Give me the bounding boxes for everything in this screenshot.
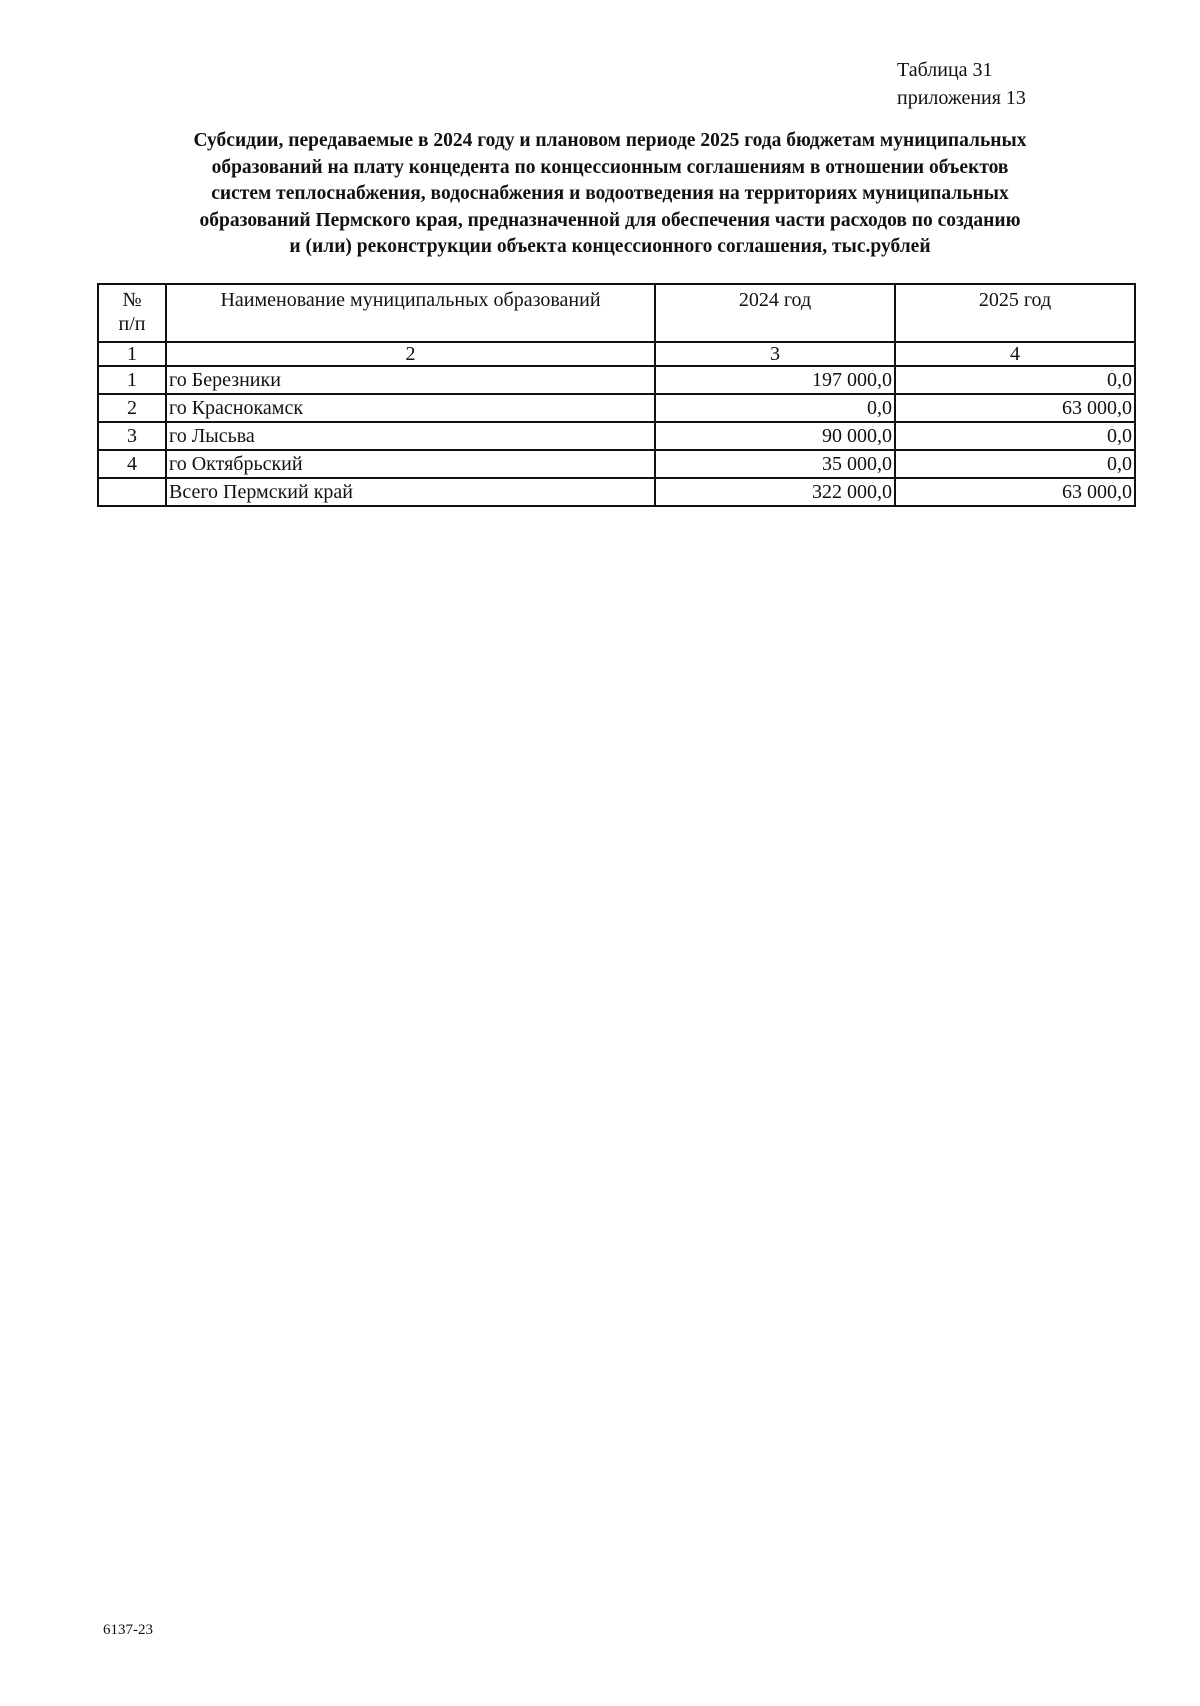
column-index: 1 xyxy=(98,342,166,366)
amount-2025: 0,0 xyxy=(895,422,1135,450)
table-row xyxy=(98,450,1135,478)
header-number-line2: п/п xyxy=(118,313,146,335)
amount-2024: 197 000,0 xyxy=(655,366,895,394)
document-title xyxy=(130,128,1090,261)
title-line: систем теплоснабжения, водоснабжения и водоотведения на территориях муниципальных xyxy=(211,183,1009,204)
row-number: 2 xyxy=(98,394,166,422)
table-header-row xyxy=(98,284,1135,342)
header-number-line1: № xyxy=(122,289,142,311)
amount-2025: 63 000,0 xyxy=(895,394,1135,422)
title-line: образований Пермского края, предназначенной для обеспечения части расходов по созданию xyxy=(199,209,1021,231)
total-2024: 322 000,0 xyxy=(655,478,895,506)
amount-2024: 90 000,0 xyxy=(655,422,895,450)
row-number: 3 xyxy=(98,422,166,450)
title-line: и (или) реконструкции объекта концессионного соглашения, тыс.рублей xyxy=(289,236,931,257)
header-name: Наименование муниципальных образований xyxy=(166,284,655,342)
document-code: 6137-23 xyxy=(103,1622,153,1638)
amount-2025: 0,0 xyxy=(895,450,1135,478)
total-label: Всего Пермский край xyxy=(166,478,655,506)
column-index-row xyxy=(98,342,1135,366)
row-number xyxy=(98,478,166,506)
table-row xyxy=(98,422,1135,450)
table-number: Таблица 31 xyxy=(897,59,993,81)
header-number xyxy=(98,284,166,342)
column-index: 4 xyxy=(895,342,1135,366)
header-year-2024: 2024 год xyxy=(655,284,895,342)
row-number: 4 xyxy=(98,450,166,478)
table-total-row xyxy=(98,478,1135,506)
column-index: 3 xyxy=(655,342,895,366)
title-line: Субсидии, передаваемые в 2024 году и плановом периоде 2025 года бюджетам муниципальных xyxy=(193,130,1027,151)
municipality-name: го Березники xyxy=(166,366,655,394)
municipality-name: го Октябрьский xyxy=(166,450,655,478)
municipality-name: го Лысьва xyxy=(166,422,655,450)
total-2025: 63 000,0 xyxy=(895,478,1135,506)
table-reference xyxy=(897,56,1026,112)
amount-2024: 0,0 xyxy=(655,394,895,422)
appendix-number: приложения 13 xyxy=(897,87,1026,109)
table-row xyxy=(98,366,1135,394)
municipality-name: го Краснокамск xyxy=(166,394,655,422)
title-line: образований на плату концедента по концессионным соглашениям в отношении объектов xyxy=(211,156,1009,178)
amount-2024: 35 000,0 xyxy=(655,450,895,478)
subsidies-table xyxy=(97,283,1136,507)
row-number: 1 xyxy=(98,366,166,394)
column-index: 2 xyxy=(166,342,655,366)
table-row xyxy=(98,394,1135,422)
amount-2025: 0,0 xyxy=(895,366,1135,394)
header-year-2025: 2025 год xyxy=(895,284,1135,342)
